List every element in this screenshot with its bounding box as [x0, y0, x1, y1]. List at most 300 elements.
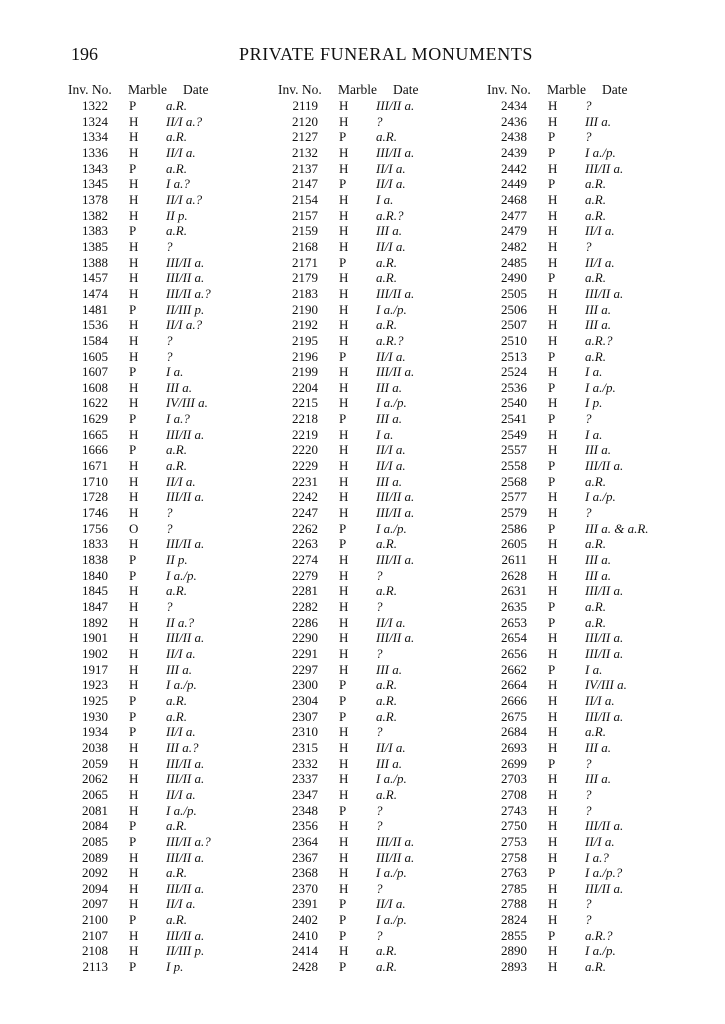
header-marble: Marble	[338, 82, 377, 97]
inv-no-cell: 2108	[82, 943, 108, 959]
marble-cell: P	[129, 567, 137, 583]
inv-no-cell: 1336	[82, 144, 108, 160]
date-cell: a.R.	[376, 583, 397, 599]
inv-no-cell: 2062	[82, 771, 108, 787]
inv-no-cell: 2196	[292, 348, 318, 364]
marble-cell: H	[339, 317, 349, 333]
date-cell: III a.	[585, 442, 611, 458]
marble-cell: H	[548, 332, 558, 348]
inv-no-cell: 1378	[82, 191, 108, 207]
marble-cell: H	[129, 458, 139, 474]
date-cell: I a./p.	[376, 301, 407, 317]
inv-no-cell: 1584	[82, 332, 108, 348]
header-inv-no: Inv. No.	[487, 82, 531, 97]
inv-no-cell: 2788	[501, 896, 527, 912]
inv-no-cell: 1324	[82, 113, 108, 129]
date-cell: I a./p.	[376, 395, 407, 411]
marble-cell: P	[339, 677, 347, 693]
date-cell: a.R.	[376, 943, 397, 959]
date-cell: III/II a.	[585, 583, 624, 599]
date-cell: a.R.	[166, 129, 187, 145]
marble-cell: H	[548, 238, 558, 254]
date-cell: III/II a.	[376, 489, 415, 505]
marble-cell: P	[339, 129, 347, 145]
date-cell: a.R.	[376, 708, 397, 724]
date-cell: III a.	[166, 379, 192, 395]
inv-no-cell: 1892	[82, 614, 108, 630]
date-cell: ?	[585, 98, 592, 113]
date-cell: III/II a.	[166, 755, 205, 771]
date-cell: ?	[166, 332, 173, 348]
inv-no-cell: 2159	[292, 223, 318, 239]
marble-cell: H	[548, 98, 558, 113]
date-cell: a.R.	[166, 223, 187, 239]
marble-cell: H	[339, 567, 349, 583]
marble-cell: H	[129, 395, 139, 411]
date-cell: I a./p.	[376, 520, 407, 536]
date-cell: a.R.	[376, 536, 397, 552]
date-cell: III/II a.	[376, 630, 415, 646]
inv-no-cell: 2120	[292, 113, 318, 129]
date-cell: a.R.	[585, 959, 606, 975]
marble-cell: H	[339, 552, 349, 568]
inv-no-cell: 2094	[82, 880, 108, 896]
date-cell: a.R.	[376, 692, 397, 708]
marble-cell: H	[548, 880, 558, 896]
date-cell: ?	[585, 896, 592, 912]
date-cell: ?	[376, 113, 383, 129]
date-cell: a.R.	[166, 458, 187, 474]
marble-cell: P	[548, 473, 556, 489]
inv-no-cell: 2410	[292, 927, 318, 943]
marble-cell: H	[548, 724, 558, 740]
date-cell: II/I a.	[166, 473, 196, 489]
marble-cell: H	[548, 207, 558, 223]
marble-cell: H	[129, 661, 139, 677]
inv-no-cell: 2577	[501, 489, 527, 505]
marble-cell: H	[339, 614, 349, 630]
date-cell: ?	[376, 567, 383, 583]
marble-cell: H	[129, 849, 139, 865]
inv-no-cell: 2628	[501, 567, 527, 583]
inv-no-cell: 1666	[82, 442, 108, 458]
date-cell: I a.	[376, 191, 394, 207]
inv-no-cell: 2220	[292, 442, 318, 458]
inv-no-cell: 2708	[501, 786, 527, 802]
marble-cell: H	[548, 160, 558, 176]
inv-no-cell: 2281	[292, 583, 318, 599]
inv-no-cell: 2059	[82, 755, 108, 771]
marble-cell: H	[548, 645, 558, 661]
inv-no-cell: 2750	[501, 818, 527, 834]
marble-cell: H	[548, 849, 558, 865]
date-cell: ?	[376, 645, 383, 661]
inv-no-cell: 2442	[501, 160, 527, 176]
marble-cell: H	[129, 536, 139, 552]
date-cell: I a./p.	[166, 567, 197, 583]
marble-cell: H	[129, 599, 139, 614]
date-cell: a.R.	[376, 677, 397, 693]
marble-cell: H	[339, 113, 349, 129]
marble-cell: P	[548, 176, 556, 192]
marble-cell: P	[548, 129, 556, 145]
date-cell: III/II a.	[376, 849, 415, 865]
date-cell: I a.?	[166, 176, 190, 192]
marble-cell: H	[339, 833, 349, 849]
marble-cell: H	[129, 270, 139, 286]
inv-no-cell: 2127	[292, 129, 318, 145]
marble-cell: H	[339, 505, 349, 521]
marble-cell: P	[339, 520, 347, 536]
marble-cell: H	[129, 896, 139, 912]
date-cell: III a.?	[166, 739, 199, 755]
marble-cell: H	[129, 285, 139, 301]
marble-cell: P	[548, 927, 556, 943]
marble-cell: H	[339, 98, 349, 113]
date-cell: ?	[166, 238, 173, 254]
inv-no-cell: 2100	[82, 912, 108, 928]
inv-no-cell: 1536	[82, 317, 108, 333]
inv-no-cell: 2654	[501, 630, 527, 646]
marble-cell: H	[548, 442, 558, 458]
inv-no-cell: 1605	[82, 348, 108, 364]
inv-no-cell: 2291	[292, 645, 318, 661]
marble-cell: H	[129, 802, 139, 818]
inv-no-cell: 2513	[501, 348, 527, 364]
inv-no-cell: 2219	[292, 426, 318, 442]
date-cell: III a.	[376, 661, 402, 677]
marble-cell: H	[548, 567, 558, 583]
marble-cell: P	[339, 927, 347, 943]
date-cell: III/II a.?	[166, 285, 211, 301]
header-date: Date	[393, 82, 419, 97]
date-cell: ?	[376, 802, 383, 818]
inv-no-cell: 2085	[82, 833, 108, 849]
inv-no-cell: 2367	[292, 849, 318, 865]
marble-cell: H	[339, 849, 349, 865]
marble-cell: H	[548, 692, 558, 708]
inv-no-cell: 1925	[82, 692, 108, 708]
date-cell: a.R.	[376, 317, 397, 333]
date-cell: I p.	[585, 395, 603, 411]
date-cell: III/II a.	[166, 849, 205, 865]
date-cell: III/II a.	[166, 536, 205, 552]
date-cell: III/II a.	[585, 645, 624, 661]
inv-no-cell: 1608	[82, 379, 108, 395]
marble-cell: H	[129, 379, 139, 395]
inv-no-cell: 2089	[82, 849, 108, 865]
date-cell: III a.	[585, 771, 611, 787]
marble-cell: H	[339, 818, 349, 834]
marble-cell: H	[339, 473, 349, 489]
inv-no-cell: 2179	[292, 270, 318, 286]
date-cell: ?	[376, 927, 383, 943]
marble-cell: H	[339, 458, 349, 474]
marble-cell: H	[129, 332, 139, 348]
date-cell: III a.	[376, 379, 402, 395]
date-cell: II p.	[166, 552, 188, 568]
inv-no-cell: 2190	[292, 301, 318, 317]
inv-no-cell: 2231	[292, 473, 318, 489]
page-number: 196	[71, 44, 98, 64]
marble-cell: H	[129, 583, 139, 599]
date-cell: ?	[585, 129, 592, 145]
inv-no-cell: 1607	[82, 364, 108, 380]
inv-no-cell: 2505	[501, 285, 527, 301]
date-cell: III/II a.	[376, 552, 415, 568]
header-date: Date	[602, 82, 628, 97]
date-cell: ?	[166, 520, 173, 536]
marble-cell: H	[129, 348, 139, 364]
date-cell: II/I a.	[376, 160, 406, 176]
marble-cell: P	[129, 160, 137, 176]
inv-no-cell: 2666	[501, 692, 527, 708]
inv-no-cell: 1840	[82, 567, 108, 583]
date-cell: ?	[166, 348, 173, 364]
marble-cell: H	[548, 786, 558, 802]
inv-no-cell: 2307	[292, 708, 318, 724]
date-cell: I a./p.	[585, 379, 616, 395]
marble-cell: H	[129, 129, 139, 145]
date-cell: II/I a.	[376, 238, 406, 254]
marble-cell: H	[548, 301, 558, 317]
inv-no-cell: 1671	[82, 458, 108, 474]
inv-no-cell: 2586	[501, 520, 527, 536]
inv-no-cell: 2132	[292, 144, 318, 160]
date-cell: III/II a.	[166, 630, 205, 646]
date-cell: II/I a.	[376, 896, 406, 912]
inv-no-cell: 2370	[292, 880, 318, 896]
marble-cell: P	[339, 708, 347, 724]
date-cell: a.R.	[166, 98, 187, 113]
inv-no-cell: 2753	[501, 833, 527, 849]
date-cell: II/I a.	[585, 833, 615, 849]
date-cell: III/II a.	[166, 426, 205, 442]
marble-cell: P	[129, 833, 137, 849]
marble-cell: H	[548, 505, 558, 521]
inv-no-cell: 2675	[501, 708, 527, 724]
inv-no-cell: 1383	[82, 223, 108, 239]
date-cell: III a.	[585, 113, 611, 129]
date-cell: ?	[585, 912, 592, 928]
marble-cell: H	[129, 238, 139, 254]
header-inv-no: Inv. No.	[68, 82, 112, 97]
marble-cell: H	[548, 364, 558, 380]
inv-no-cell: 2171	[292, 254, 318, 270]
marble-cell: P	[548, 755, 556, 771]
date-cell: III a.	[166, 661, 192, 677]
inv-no-cell: 1902	[82, 645, 108, 661]
marble-cell: P	[548, 458, 556, 474]
date-cell: II/I a.?	[166, 113, 203, 129]
inv-no-cell: 2279	[292, 567, 318, 583]
marble-cell: H	[339, 865, 349, 881]
inv-no-cell: 1710	[82, 473, 108, 489]
date-cell: ?	[585, 238, 592, 254]
marble-cell: H	[339, 755, 349, 771]
inv-no-cell: 2315	[292, 739, 318, 755]
marble-cell: H	[339, 739, 349, 755]
marble-cell: H	[548, 818, 558, 834]
marble-cell: H	[129, 865, 139, 881]
inv-no-cell: 1457	[82, 270, 108, 286]
inv-no-cell: 2631	[501, 583, 527, 599]
date-cell: a.R.	[166, 442, 187, 458]
inv-no-cell: 2262	[292, 520, 318, 536]
inv-no-cell: 2337	[292, 771, 318, 787]
inv-no-cell: 2263	[292, 536, 318, 552]
date-cell: II/I a.	[166, 645, 196, 661]
inv-no-cell: 2168	[292, 238, 318, 254]
date-cell: III/II a.	[376, 285, 415, 301]
inv-no-cell: 1622	[82, 395, 108, 411]
date-cell: II/I a.	[376, 614, 406, 630]
inv-no-cell: 2490	[501, 270, 527, 286]
marble-cell: H	[548, 912, 558, 928]
date-cell: I a./p.	[585, 144, 616, 160]
date-cell: IV/III a.	[166, 395, 208, 411]
inv-no-cell: 2743	[501, 802, 527, 818]
marble-cell: H	[548, 191, 558, 207]
marble-cell: H	[339, 724, 349, 740]
marble-cell: H	[129, 207, 139, 223]
date-cell: III a.	[376, 755, 402, 771]
inv-no-cell: 2703	[501, 771, 527, 787]
marble-cell: P	[129, 724, 137, 740]
date-cell: II/I a.	[585, 223, 615, 239]
marble-cell: H	[339, 786, 349, 802]
inv-no-cell: 1385	[82, 238, 108, 254]
inv-no-cell: 2506	[501, 301, 527, 317]
marble-cell: H	[129, 505, 139, 521]
inv-no-cell: 2541	[501, 411, 527, 427]
inv-no-cell: 2286	[292, 614, 318, 630]
marble-cell: P	[339, 411, 347, 427]
inv-no-cell: 2684	[501, 724, 527, 740]
marble-cell: P	[129, 223, 137, 239]
date-cell: II/I a.?	[166, 191, 203, 207]
date-cell: a.R.?	[376, 207, 404, 223]
date-cell: ?	[166, 505, 173, 521]
date-cell: a.R.	[166, 818, 187, 834]
date-cell: a.R.	[166, 583, 187, 599]
inv-no-cell: 2482	[501, 238, 527, 254]
inv-no-cell: 1756	[82, 520, 108, 536]
date-cell: I a.	[166, 364, 184, 380]
date-cell: ?	[376, 880, 383, 896]
inv-no-cell: 2664	[501, 677, 527, 693]
marble-cell: H	[548, 833, 558, 849]
date-cell: II/I a.	[376, 442, 406, 458]
inv-no-cell: 2536	[501, 379, 527, 395]
marble-cell: H	[129, 113, 139, 129]
marble-cell: P	[129, 959, 137, 975]
inv-no-cell: 2507	[501, 317, 527, 333]
inv-no-cell: 2524	[501, 364, 527, 380]
date-cell: II/I a.	[376, 348, 406, 364]
inv-no-cell: 2477	[501, 207, 527, 223]
date-cell: a.R.	[166, 692, 187, 708]
date-cell: II/I a.	[166, 724, 196, 740]
inv-no-cell: 1833	[82, 536, 108, 552]
marble-cell: H	[339, 364, 349, 380]
marble-cell: P	[129, 912, 137, 928]
marble-cell: H	[129, 771, 139, 787]
marble-cell: H	[548, 943, 558, 959]
marble-cell: P	[129, 364, 137, 380]
inv-no-cell: 1474	[82, 285, 108, 301]
marble-cell: P	[339, 959, 347, 975]
date-cell: ?	[376, 724, 383, 740]
date-cell: a.R.	[376, 129, 397, 145]
marble-cell: P	[548, 348, 556, 364]
inv-no-cell: 2364	[292, 833, 318, 849]
date-cell: ?	[585, 505, 592, 521]
inv-no-cell: 2097	[82, 896, 108, 912]
inv-no-cell: 2653	[501, 614, 527, 630]
inv-no-cell: 2635	[501, 599, 527, 614]
marble-cell: H	[339, 285, 349, 301]
date-cell: a.R.?	[376, 332, 404, 348]
marble-cell: P	[129, 442, 137, 458]
marble-cell: H	[129, 317, 139, 333]
marble-cell: H	[548, 254, 558, 270]
date-cell: I a.?	[585, 849, 609, 865]
marble-cell: H	[129, 630, 139, 646]
inv-no-cell: 2300	[292, 677, 318, 693]
date-cell: II/I a.	[585, 692, 615, 708]
marble-cell: P	[129, 301, 137, 317]
date-cell: ?	[166, 599, 173, 614]
inv-no-cell: 2414	[292, 943, 318, 959]
date-cell: III/II a.	[376, 364, 415, 380]
date-cell: a.R.	[585, 473, 606, 489]
inv-no-cell: 2242	[292, 489, 318, 505]
date-cell: a.R.	[166, 912, 187, 928]
date-cell: a.R.	[376, 254, 397, 270]
date-cell: III a.	[585, 301, 611, 317]
marble-cell: H	[339, 332, 349, 348]
marble-cell: P	[339, 896, 347, 912]
inv-no-cell: 2247	[292, 505, 318, 521]
marble-cell: H	[548, 489, 558, 505]
date-cell: II/I a.	[376, 458, 406, 474]
marble-cell: P	[339, 536, 347, 552]
inv-no-cell: 2693	[501, 739, 527, 755]
inv-no-cell: 2540	[501, 395, 527, 411]
inv-no-cell: 2229	[292, 458, 318, 474]
date-cell: III a.	[585, 317, 611, 333]
marble-cell: H	[129, 191, 139, 207]
inv-no-cell: 2332	[292, 755, 318, 771]
marble-cell: H	[548, 552, 558, 568]
marble-cell: H	[339, 223, 349, 239]
inv-no-cell: 2274	[292, 552, 318, 568]
inv-no-cell: 1388	[82, 254, 108, 270]
page-title: PRIVATE FUNERAL MONUMENTS	[239, 44, 534, 64]
inv-no-cell: 2763	[501, 865, 527, 881]
inv-no-cell: 2428	[292, 959, 318, 975]
date-cell: a.R.	[166, 865, 187, 881]
inv-no-cell: 2468	[501, 191, 527, 207]
marble-cell: H	[129, 755, 139, 771]
inv-no-cell: 2147	[292, 176, 318, 192]
marble-cell: H	[129, 254, 139, 270]
inv-no-cell: 2438	[501, 129, 527, 145]
date-cell: I a.	[585, 364, 603, 380]
marble-cell: H	[339, 645, 349, 661]
marble-cell: P	[548, 379, 556, 395]
